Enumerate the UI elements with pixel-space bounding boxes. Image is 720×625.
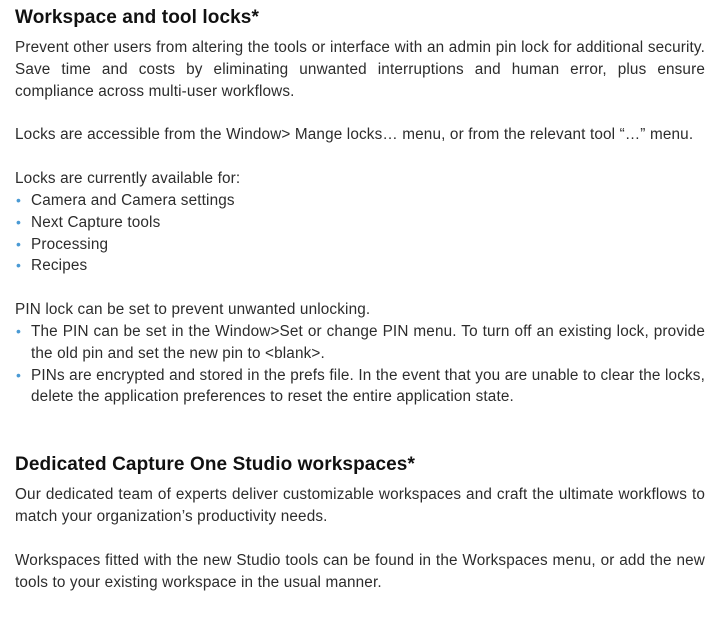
list-item: • PINs are encrypted and stored in the prefs file. In the event that you are unable to clear the locks, delete the application preferences to reset the entire application state. [16,366,705,406]
document-body [15,0,705,593]
pin-lock-list [15,321,705,408]
list-item: • The PIN can be set in the Window>Set or change PIN menu. To turn off an existing lock, provide the old pin and set the new pin to <blank>. [16,322,705,362]
pin-lock-heading: PIN lock can be set to prevent unwanted unlocking. [15,301,371,319]
list-item: • Next Capture tools [15,212,705,234]
list-item: • Camera and Camera settings [15,190,705,212]
section-title-workspace-locks: Workspace and tool locks* [15,7,259,28]
list-item: • Processing [15,234,705,256]
workspaces-intro-paragraph: Our dedicated team of experts deliver customizable workspaces and craft the ultimate workflows to match your organization’s productivity needs. [15,486,705,525]
bullet-icon: • [16,257,22,274]
bullet-icon: • [16,213,22,230]
section-title-studio-workspaces: Dedicated Capture One Studio workspaces* [15,454,415,476]
locks-access-paragraph: Locks are accessible from the Window> Mange locks… menu, or from the relevant tool “…” menu. [15,126,694,144]
bullet-icon: • [16,191,22,208]
bullet-icon: • [16,235,22,252]
list-item: • Recipes [15,255,705,277]
locks-available-heading: Locks are currently available for: [15,170,241,188]
locks-intro-paragraph: Prevent other users from altering the tools or interface with an admin pin lock for additional security. Save time and costs by eliminating unwanted interruptions and human error, plus ensure compliance across multi-user workflows. [15,39,705,100]
bullet-icon: • [16,366,22,383]
bullet-icon: • [16,322,22,339]
locks-available-list [15,190,705,277]
workspaces-details-paragraph: Workspaces fitted with the new Studio tools can be found in the Workspaces menu, or add the new tools to your existing workspace in the usual manner. [15,551,705,591]
